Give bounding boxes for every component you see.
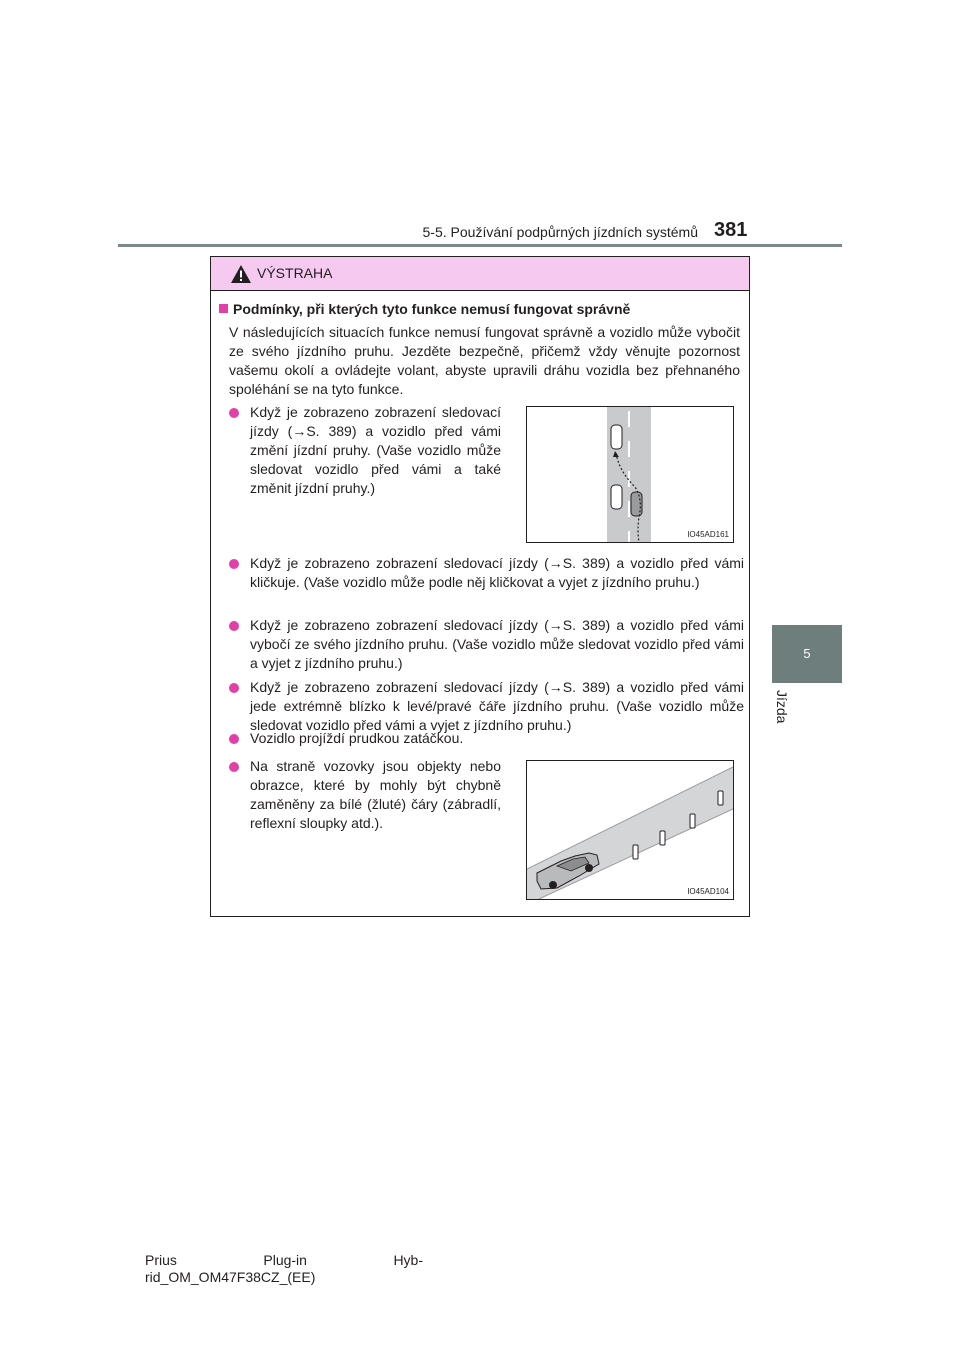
warning-box [210,256,750,917]
page-number: 381 [714,219,748,241]
document-id [145,1252,423,1286]
header-divider [118,244,842,247]
section-title: 5-5. Používání podpůrných jízdních systémů [422,224,698,240]
bullet-icon [229,762,239,772]
warning-title: VÝSTRAHA [257,265,333,281]
section-heading [219,301,630,317]
bullet-icon [229,621,239,631]
list-item-text: Když je zobrazeno zobrazení sledovací jízdy (→S. 389) a vozidlo před vámi kličkuje. (Vaše vozidlo může podle něj kličkovat a vyjet z jízdního pruhu.) [250,555,744,590]
illustration-following-lane-change [526,406,734,543]
list-item [229,757,501,833]
list-item-text: Na straně vozovky jsou objekty nebo obrazce, které by mohly být chybně zaměněny za bílé (žluté) čáry (zábradlí, reflexní sloupky atd.). [250,758,501,831]
lane-change-illustration [527,407,733,542]
illustration-code: IO45AD161 [687,530,729,539]
warning-triangle-icon [230,264,252,284]
list-item [229,616,744,673]
bullet-icon [229,408,239,418]
square-bullet-icon [219,304,228,313]
document-id-line1 [145,1252,423,1269]
bullet-icon [229,683,239,693]
doc-id-part: Prius [145,1252,177,1268]
list-item-text: Vozidlo projíždí prudkou zatáčkou. [250,730,464,746]
section-heading-text: Podmínky, při kterých tyto funkce nemusí fungovat správně [233,301,631,317]
list-item [229,729,744,748]
list-item [229,403,501,498]
warning-intro: V následujících situacích funkce nemusí fungovat správně a vozidlo může vybočit ze svého jízdního pruhu. Jezděte bezpečně, přičemž vždy věnujte pozornost vašemu okolí a ovládejte volant, abyste upravili dráhu vozidla bez přehnaného spoléhání se na tyto funkce. [229,324,740,397]
warning-header [211,257,749,291]
list-item [229,678,744,735]
chapter-tab[interactable]: 5 [772,625,842,683]
chapter-label-text: Jízda [774,690,790,724]
document-id-line2: rid_OM_OM47F38CZ_(EE) [145,1269,316,1285]
bullet-icon [229,559,239,569]
list-item-text: Když je zobrazeno zobrazení sledovací jízdy (→S. 389) a vozidlo před vámi vybočí ze svého jízdního pruhu. (Vaše vozidlo může sledovat vozidlo před vámi a vyjet z jízdního pruhu.) [250,617,744,671]
list-item-text: Když je zobrazeno zobrazení sledovací jízdy (→S. 389) a vozidlo před vámi jede extrémně blízko k levé/pravé čáře jízdního pruhu. (Vaše vozidlo může sledovat vozidlo před vámi a vyjet z jízdního pruhu.) [250,679,744,733]
doc-id-part: Plug-in [263,1252,307,1268]
chapter-label [768,690,808,750]
doc-id-part: Hyb- [393,1252,423,1268]
bullet-icon [229,734,239,744]
list-item [229,554,744,592]
roadside-objects-illustration [527,761,733,899]
illustration-roadside-objects [526,760,734,900]
list-item-text: Když je zobrazeno zobrazení sledovací jízdy (→S. 389) a vozidlo před vámi změní jízdní pruhy. (Vaše vozidlo může sledovat vozidlo před vámi a také změnit jízdní pruhy.) [250,404,501,496]
illustration-code: IO45AD104 [687,887,729,896]
